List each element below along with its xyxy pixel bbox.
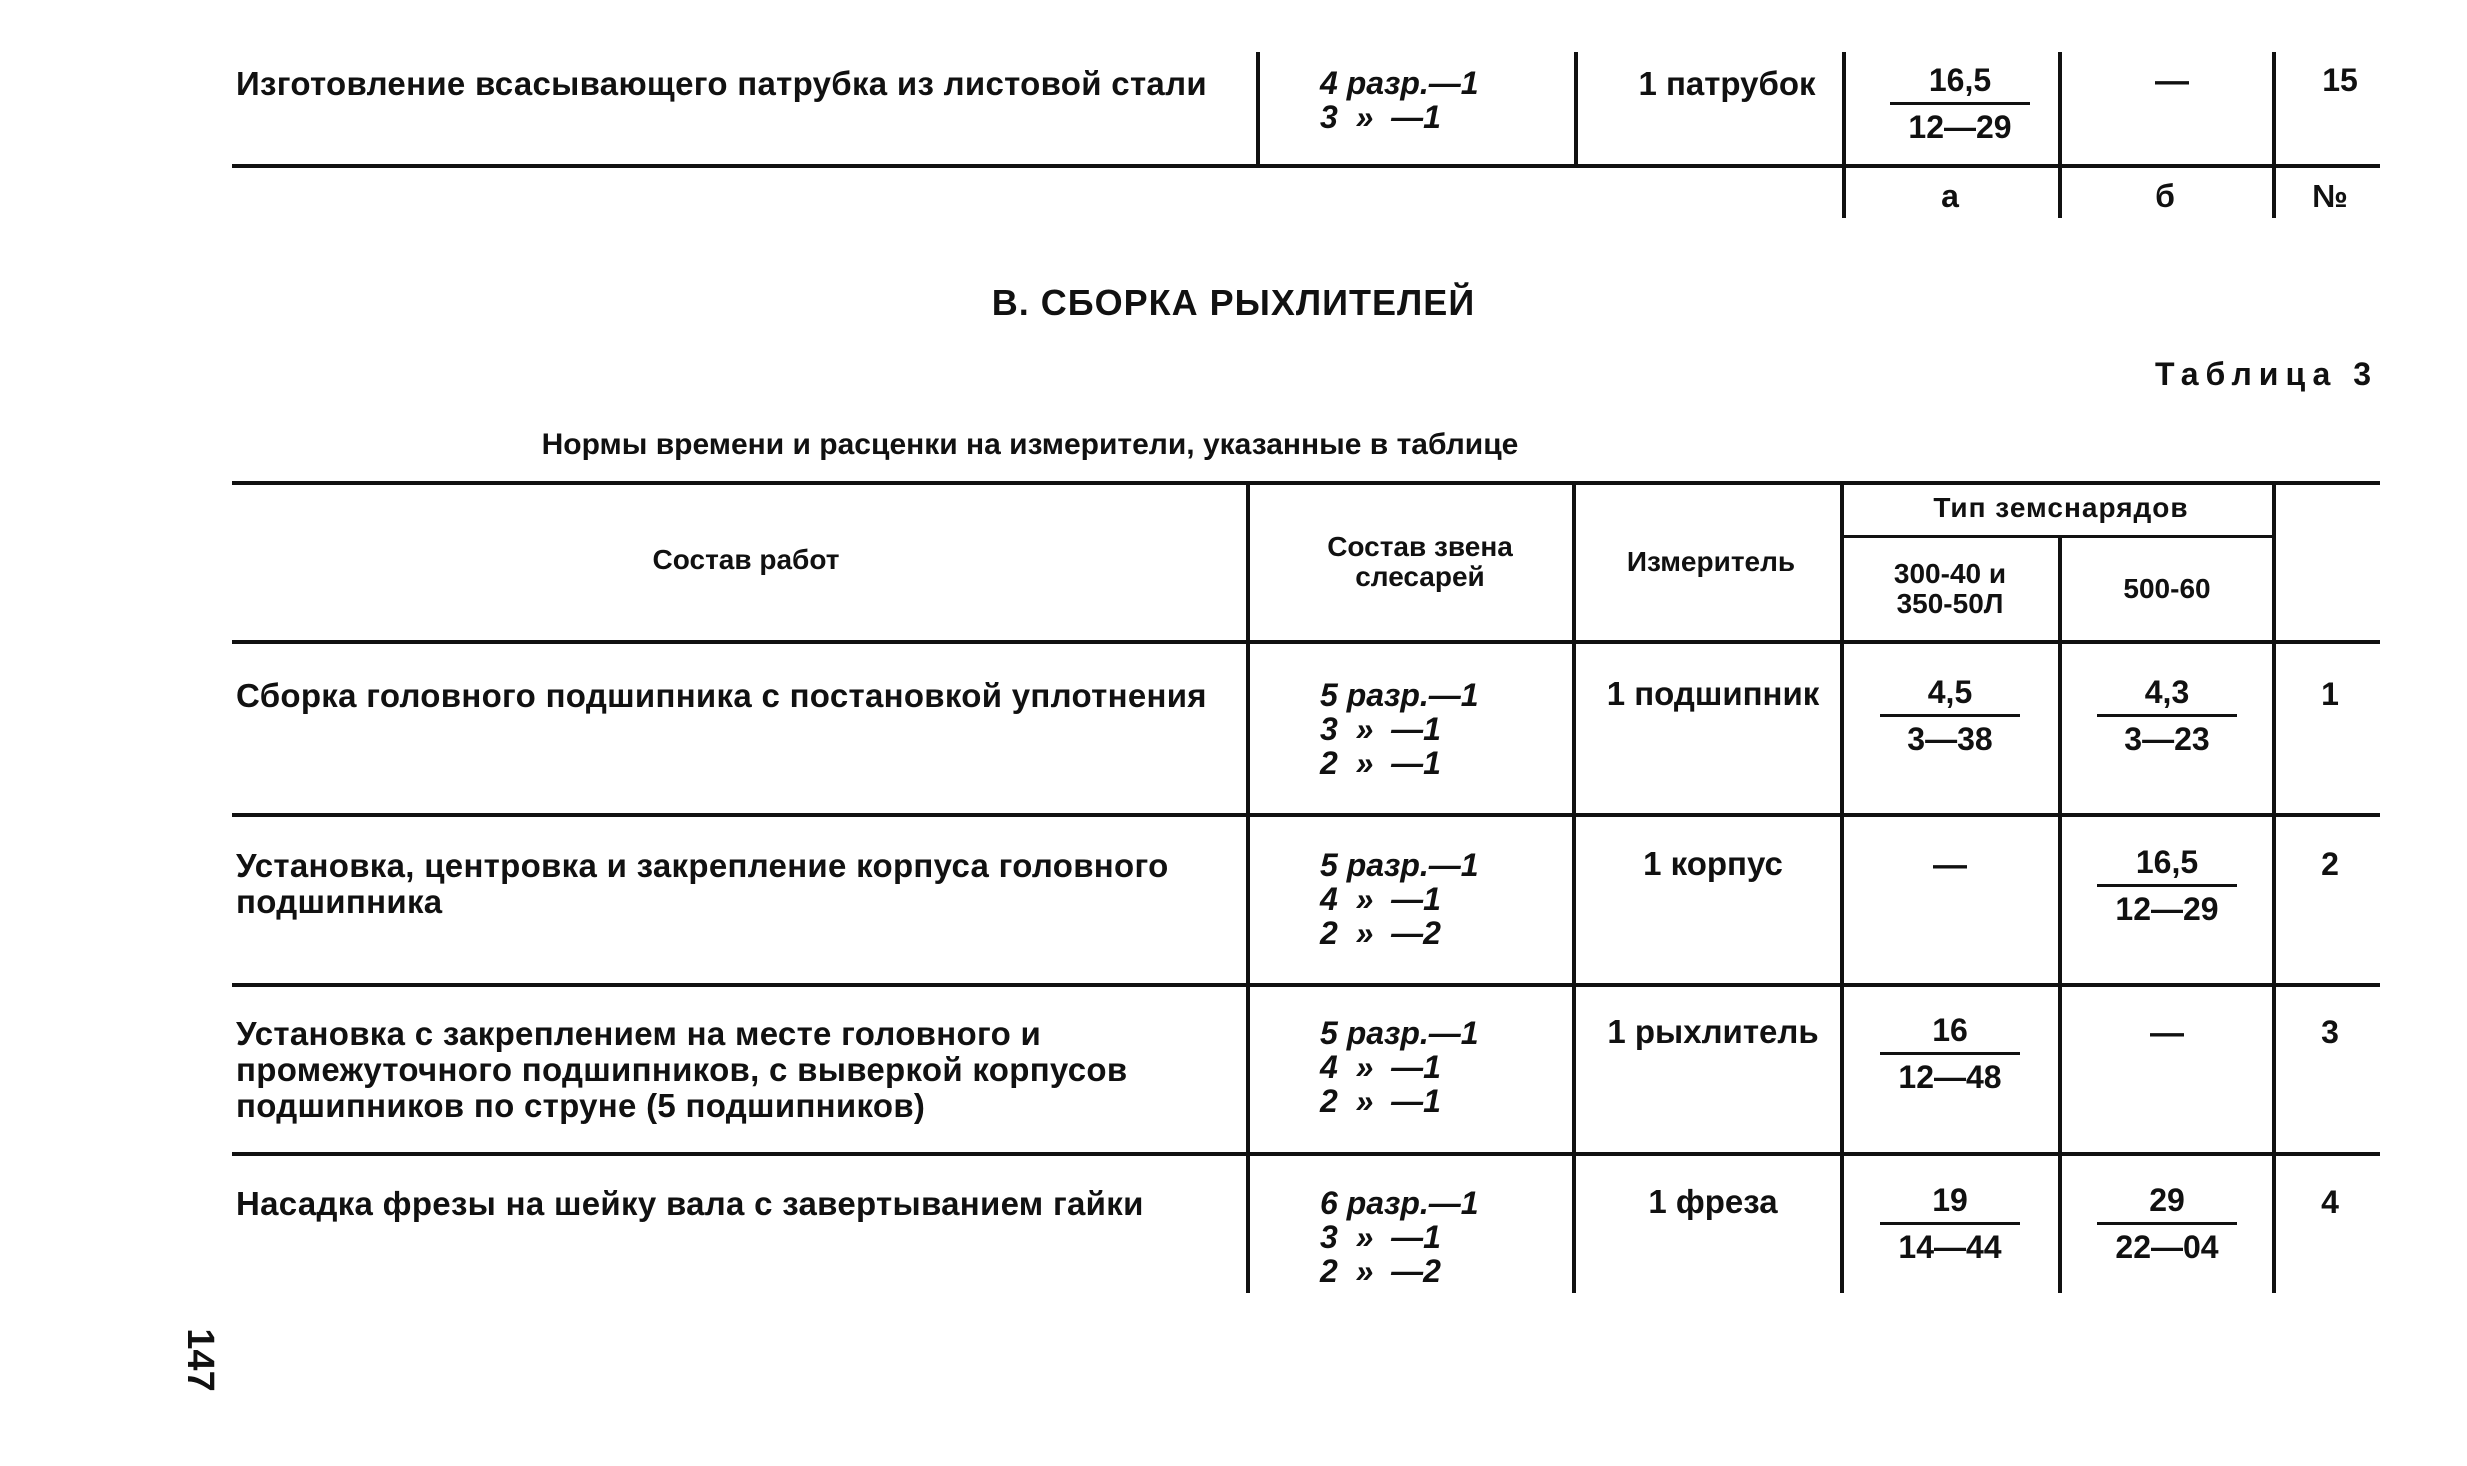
norm-denominator: 14—44: [1898, 1229, 2002, 1265]
crew-line: 3 » —1: [1320, 99, 1441, 135]
norm-numerator: 4,3: [2097, 672, 2237, 717]
row-norm-a: [1845, 1010, 2055, 1099]
norm-denominator: 3—23: [2124, 721, 2210, 757]
page-number: 147: [179, 1328, 221, 1392]
divider: [1246, 483, 1250, 1293]
row-work: Установка, центровка и закрепление корпуса головного подшипника: [236, 847, 1169, 920]
row-norm-a: —: [1933, 846, 1967, 884]
top-row-norm-b: —: [2155, 62, 2189, 100]
crew-line: 4 разр.—1: [1320, 65, 1479, 101]
header-crew: Состав звена слесарей: [1327, 531, 1513, 592]
norm-denominator: 12—29: [2115, 891, 2219, 927]
norm-denominator: 12—48: [1898, 1059, 2002, 1095]
row-norm-b: [2062, 1180, 2272, 1269]
header-measure: Измеритель: [1626, 546, 1796, 577]
crew-line: 5 разр.—1: [1320, 1015, 1479, 1051]
row-measure: 1 фреза: [1648, 1183, 1778, 1220]
row-work: Насадка фрезы на шейку вала с завертыванием гайки: [236, 1185, 1144, 1222]
table-label: Таблица 3: [2154, 356, 2378, 392]
norm-numerator: 16,5: [1890, 60, 2030, 105]
row-number: 2: [2321, 846, 2339, 882]
divider: [1574, 52, 1578, 166]
norm-denominator: 12—29: [1908, 109, 2012, 145]
table-caption: Нормы времени и расценки на измерители, указанные в таблице: [541, 428, 1519, 461]
row-norm-a: [1845, 672, 2055, 761]
row-crew: [1320, 1016, 1520, 1118]
crew-line: 2 » —2: [1320, 915, 1441, 951]
row-crew: [1320, 848, 1520, 950]
row-measure: 1 подшипник: [1606, 675, 1820, 712]
row-norm-b: [2062, 842, 2272, 931]
crew-line: 5 разр.—1: [1320, 847, 1479, 883]
top-row-crew: [1320, 66, 1520, 134]
footer-label-a: а: [1941, 178, 1959, 214]
row-number: 1: [2321, 676, 2339, 712]
footer-label-b: б: [2155, 178, 2175, 214]
row-divider: [232, 983, 2380, 987]
divider: [1840, 483, 1844, 1293]
norm-numerator: 29: [2097, 1180, 2237, 1225]
table-top-border: [232, 481, 2380, 485]
row-work: Сборка головного подшипника с постановкой уплотнения: [236, 677, 1207, 714]
crew-line: 6 разр.—1: [1320, 1185, 1479, 1221]
top-row-number: 15: [2322, 62, 2358, 98]
row-number: 3: [2321, 1014, 2339, 1050]
crew-line: 2 » —2: [1320, 1253, 1441, 1289]
norm-numerator: 16,5: [2097, 842, 2237, 887]
divider: [1256, 52, 1260, 166]
divider: [2272, 483, 2276, 1293]
crew-line: 2 » —1: [1320, 745, 1441, 781]
crew-line: 4 » —1: [1320, 1049, 1441, 1085]
row-norm-b: —: [2150, 1014, 2184, 1052]
row-measure: 1 корпус: [1643, 845, 1783, 882]
row-divider: [232, 1152, 2380, 1156]
row-crew: [1320, 678, 1520, 780]
top-row-norm-a: [1855, 60, 2065, 149]
norm-numerator: 19: [1880, 1180, 2020, 1225]
divider: [232, 164, 2380, 168]
norm-denominator: 22—04: [2115, 1229, 2219, 1265]
divider: [2272, 52, 2276, 218]
header-col-b: 500-60: [2123, 573, 2211, 604]
row-number: 4: [2321, 1184, 2339, 1220]
row-measure: 1 рыхлитель: [1607, 1013, 1819, 1050]
divider: [1572, 483, 1576, 1293]
top-row-work: Изготовление всасывающего патрубка из листовой стали: [236, 65, 1207, 102]
row-norm-a: [1845, 1180, 2055, 1269]
footer-label-no: №: [2312, 178, 2348, 214]
norm-numerator: 16: [1880, 1010, 2020, 1055]
crew-line: 4 » —1: [1320, 881, 1441, 917]
section-title: В. СБОРКА РЫХЛИТЕЛЕЙ: [991, 282, 1476, 323]
header-col-a: 300-40 и 350-50Л: [1893, 558, 2007, 619]
top-row-measure: 1 патрубок: [1638, 65, 1816, 102]
crew-line: 3 » —1: [1320, 711, 1441, 747]
norm-denominator: 3—38: [1907, 721, 1993, 757]
row-work: Установка с закреплением на месте головного и промежуточного подшипников, с выверкой корпусов подшипников по струне (5 подшипников): [236, 1015, 1128, 1124]
row-crew: [1320, 1186, 1520, 1288]
crew-line: 5 разр.—1: [1320, 677, 1479, 713]
header-work: Состав работ: [652, 544, 840, 575]
header-type: Тип земснарядов: [1933, 492, 2189, 523]
row-divider: [232, 813, 2380, 817]
row-norm-b: [2062, 672, 2272, 761]
crew-line: 3 » —1: [1320, 1219, 1441, 1255]
crew-line: 2 » —1: [1320, 1083, 1441, 1119]
norm-numerator: 4,5: [1880, 672, 2020, 717]
